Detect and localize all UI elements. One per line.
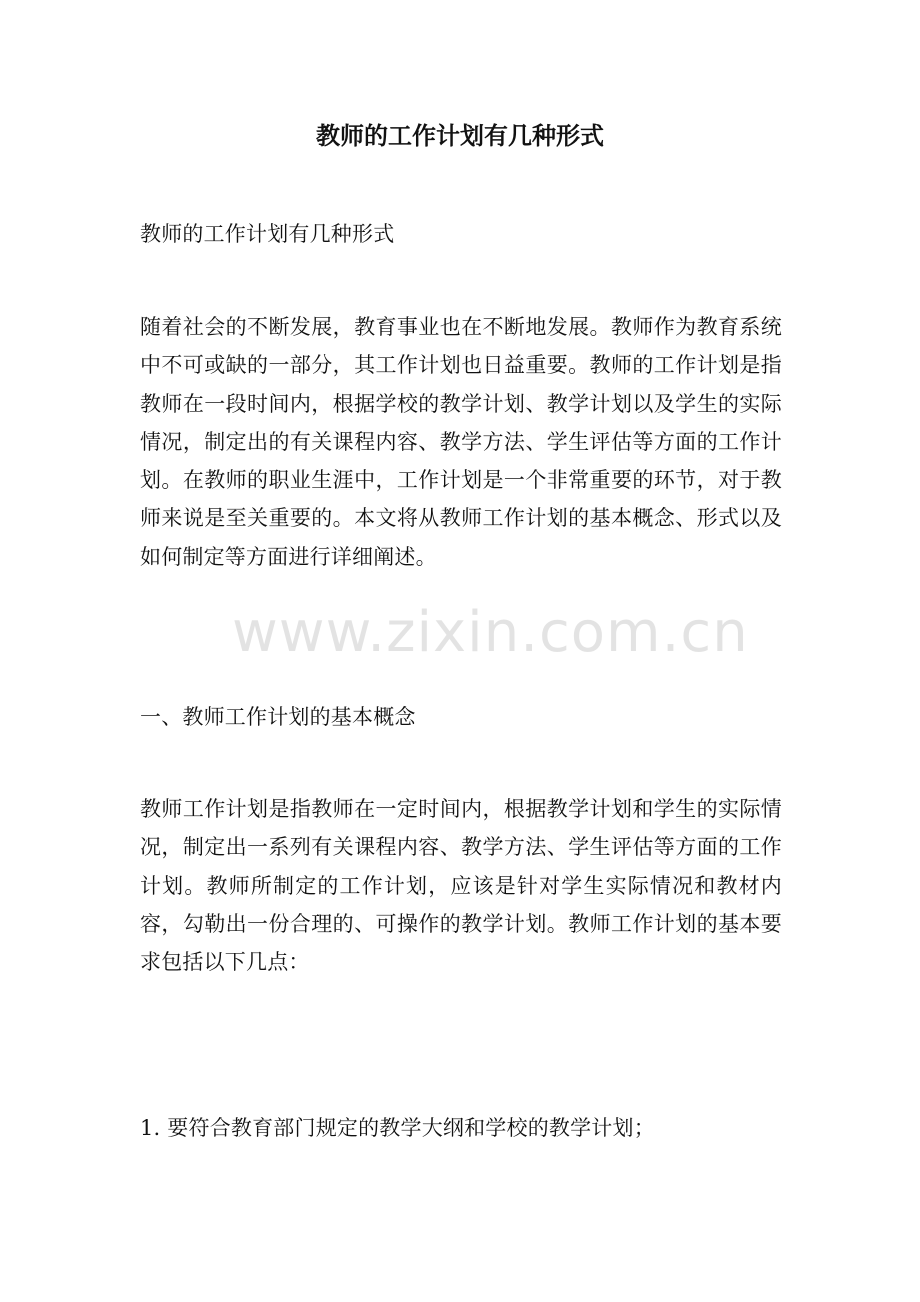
list-item: 1. 要符合教育部门规定的教学大纲和学校的教学计划； (140, 1116, 655, 1140)
intro-paragraph: 随着社会的不断发展，教育事业也在不断地发展。教师作为教育系统中不可或缺的一部分，其工作计划也日益重要。教师的工作计划是指教师在一段时间内，根据学校的教学计划、教学计划以及学生的实际情况，制定出的有关课程内容、教学方法、学生评估等方面的工作计划。在教师的职业生涯中，工作计划是一个非常重要的环节，对于教师来说是至关重要的。本文将从教师工作计划的基本概念、形式以及如何制定等方面进行详细阐述。 (140, 315, 782, 569)
document-title: 教师的工作计划有几种形式 (316, 121, 604, 150)
watermark: www.zixin.com.cn (232, 600, 749, 665)
document-subtitle: 教师的工作计划有几种形式 (140, 222, 395, 246)
section-paragraph: 教师工作计划是指教师在一定时间内，根据教学计划和学生的实际情况，制定出一系列有关课程内容、教学方法、学生评估等方面的工作计划。教师所制定的工作计划，应该是针对学生实际情况和教材内容，勾勒出一份合理的、可操作的教学计划。教师工作计划的基本要求包括以下几点： (140, 797, 782, 975)
section-heading: 一、教师工作计划的基本概念 (140, 705, 416, 729)
